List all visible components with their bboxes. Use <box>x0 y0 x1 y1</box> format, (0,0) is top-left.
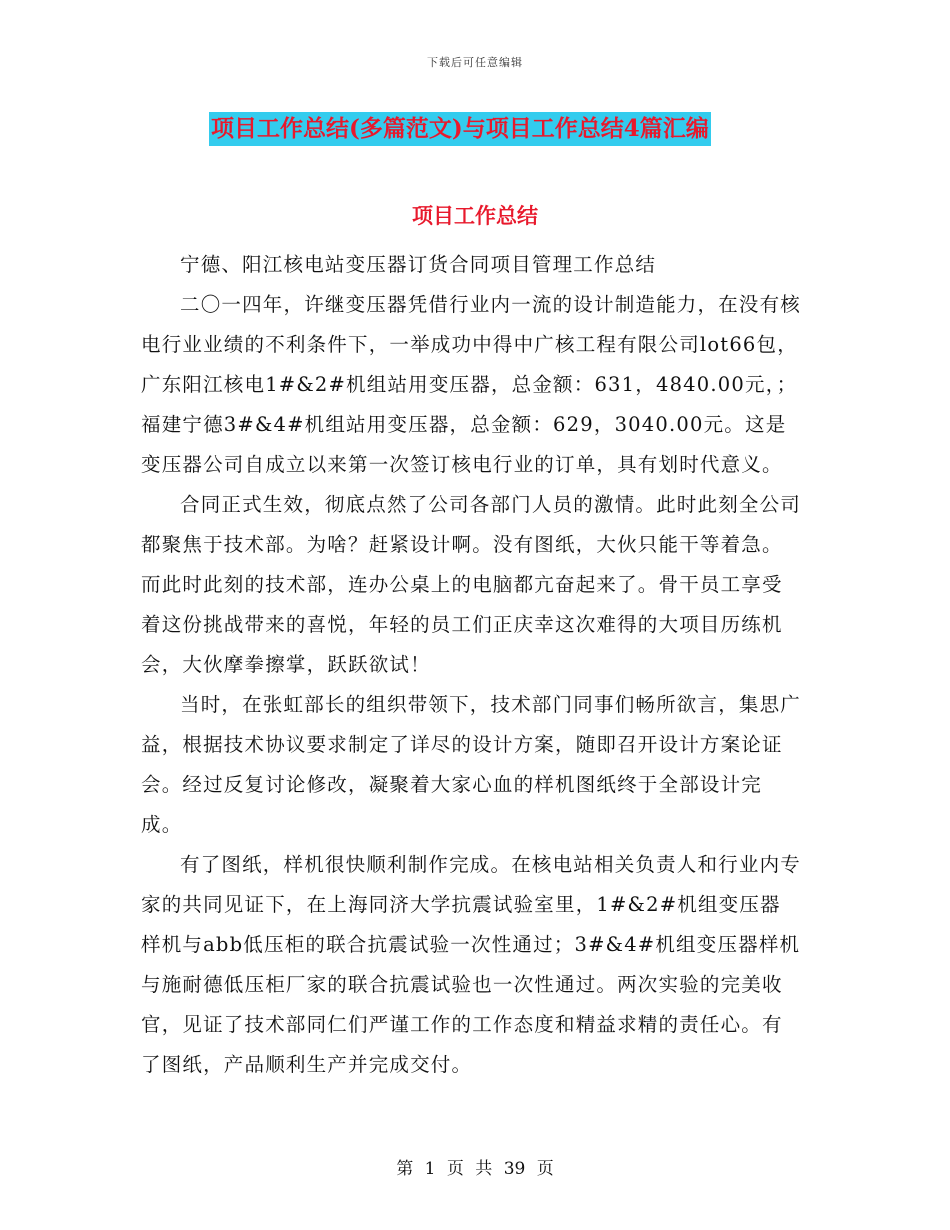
page-number-footer: 第 1 页 共 39 页 <box>396 1159 554 1179</box>
paragraph-subtitle: 宁德、阳江核电站变压器订货合同项目管理工作总结 <box>180 253 657 276</box>
paragraph: 二〇一四年，许继变压器凭借行业内一流的设计制造能力，在没有核电行业业绩的不利条件下，一举成功中得中广核工程有限公司lot66包，广东阳江核电1#&2#机组站用变压器，总金额：631，4840.00元，；福建宁德3#&4#机组站用变压器，总金额：629，3040.00元。这是变压器公司自成立以来第一次签订核电行业的订单，具有划时代意义。 <box>141 293 802 476</box>
paragraph: 当时，在张虹部长的组织带领下，技术部门同事们畅所欲言，集思广益，根据技术协议要求制定了详尽的设计方案，随即召开设计方案论证会。经过反复讨论修改，凝聚着大家心血的样机图纸终于全部设计完成。 <box>141 693 802 836</box>
document-main-title: 项目工作总结(多篇范文)与项目工作总结4篇汇编 <box>209 112 711 146</box>
paragraph: 合同正式生效，彻底点然了公司各部门人员的激情。此时此刻全公司都聚焦于技术部。为啥？赶紧设计啊。没有图纸，大伙只能干等着急。而此时此刻的技术部，连办公桌上的电脑都亢奋起来了。骨干员工享受着这份挑战带来的喜悦，年轻的员工们正庆幸这次难得的大项目历练机会，大伙摩拳擦掌，跃跃欲试！ <box>141 493 802 676</box>
document-body <box>141 245 801 1085</box>
section-title: 项目工作总结 <box>412 203 538 228</box>
paragraph: 有了图纸，样机很快顺利制作完成。在核电站相关负责人和行业内专家的共同见证下，在上海同济大学抗震试验室里，1#&2#机组变压器样机与abb低压柜的联合抗震试验一次性通过；3#&4#机组变压器样机与施耐德低压柜厂家的联合抗震试验也一次性通过。两次实验的完美收官，见证了技术部同仁们严谨工作的工作态度和精益求精的责任心。有了图纸，产品顺利生产并完成交付。 <box>141 853 802 1076</box>
header-note: 下载后可任意编辑 <box>427 56 523 69</box>
